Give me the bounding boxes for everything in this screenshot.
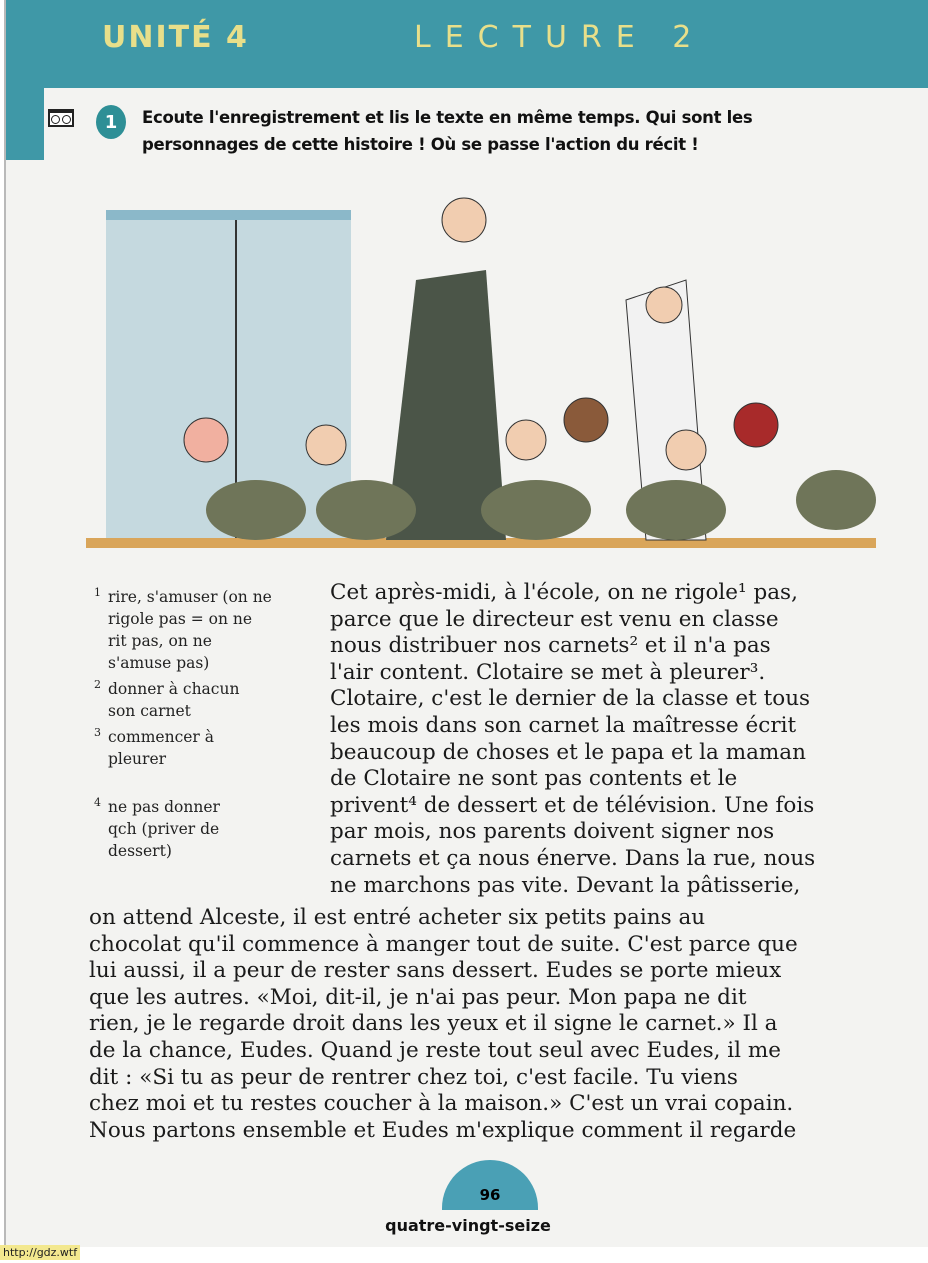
text-line: rien, je le regarde droit dans les yeux et il signe le carnet.» Il a <box>89 1011 778 1037</box>
textbook-page <box>4 0 928 1247</box>
text-line: de Clotaire ne sont pas contents et le <box>330 766 738 792</box>
cassette-icon <box>48 109 74 127</box>
text-line: que les autres. «Moi, dit-il, je n'ai pas peur. Mon papa ne dit <box>89 984 747 1010</box>
text-line: dit : «Si tu as peur de rentrer chez toi, c'est facile. Tu viens <box>89 1064 738 1090</box>
text-line: Nous partons ensemble et Eudes m'explique comment il regarde <box>89 1117 797 1143</box>
text-line: de la chance, Eudes. Quand je reste tout seul avec Eudes, il me <box>89 1037 781 1063</box>
footnote-4: 4 ne pas donner qch (priver de dessert) <box>94 796 220 860</box>
text-line: lui aussi, il a peur de rester sans dessert. Eudes se porte mieux <box>89 958 782 984</box>
page-number: 96 <box>442 1160 538 1210</box>
text-line: on attend Alceste, il est entré acheter six petits pains au <box>89 905 706 930</box>
exercise-instruction: Ecoute l'enregistrement et lis le texte en même temps. Qui sont les personnages de cette histoire ! Où se passe l'action du récit ! <box>142 108 753 154</box>
story-text-column <box>330 580 815 899</box>
text-line: Clotaire, c'est le dernier de la classe et tous <box>330 686 811 712</box>
text-line: Cet après-midi, à l'école, on ne rigole¹ pas, <box>330 580 798 605</box>
text-line: chez moi et tu restes coucher à la maison.» C'est un vrai copain. <box>89 1091 794 1117</box>
text-line: carnets et ça nous énerve. Dans la rue, nous <box>330 845 816 871</box>
text-line: chocolat qu'il commence à manger tout de suite. C'est parce que <box>89 931 798 957</box>
text-line: ne marchons pas vite. Devant la pâtisserie, <box>330 872 801 898</box>
page-number-words: quatre-vingt-seize <box>385 1216 551 1235</box>
footnote-3: 3 commencer à pleurer <box>94 726 214 768</box>
page-header <box>6 0 928 88</box>
unit-title: UNITÉ 4 <box>102 20 249 55</box>
exercise-number-badge: 1 <box>96 105 126 139</box>
footnote-1: 1 rire, s'amuser (on ne rigole pas = on ne rit pas, on ne s'amuse pas) <box>94 586 272 672</box>
classroom-illustration <box>86 180 886 555</box>
text-line: l'air content. Clotaire se met à pleurer³. <box>330 659 766 685</box>
text-line: privent⁴ de dessert et de télévision. Une fois <box>330 792 815 818</box>
text-line: beaucoup de choses et le papa et la maman <box>330 739 806 765</box>
text-line: parce que le directeur est venu en classe <box>330 606 779 632</box>
text-line: les mois dans son carnet la maîtresse écrit <box>330 712 797 738</box>
source-url[interactable]: http://gdz.wtf <box>0 1245 80 1260</box>
footnote-2: 2 donner à chacun son carnet <box>94 678 240 720</box>
text-line: nous distribuer nos carnets² et il n'a pas <box>330 633 771 659</box>
lecture-title: LECTURE 2 <box>414 20 706 55</box>
text-line: par mois, nos parents doivent signer nos <box>330 819 775 845</box>
story-text-full <box>89 905 798 1144</box>
header-tab <box>6 88 44 160</box>
